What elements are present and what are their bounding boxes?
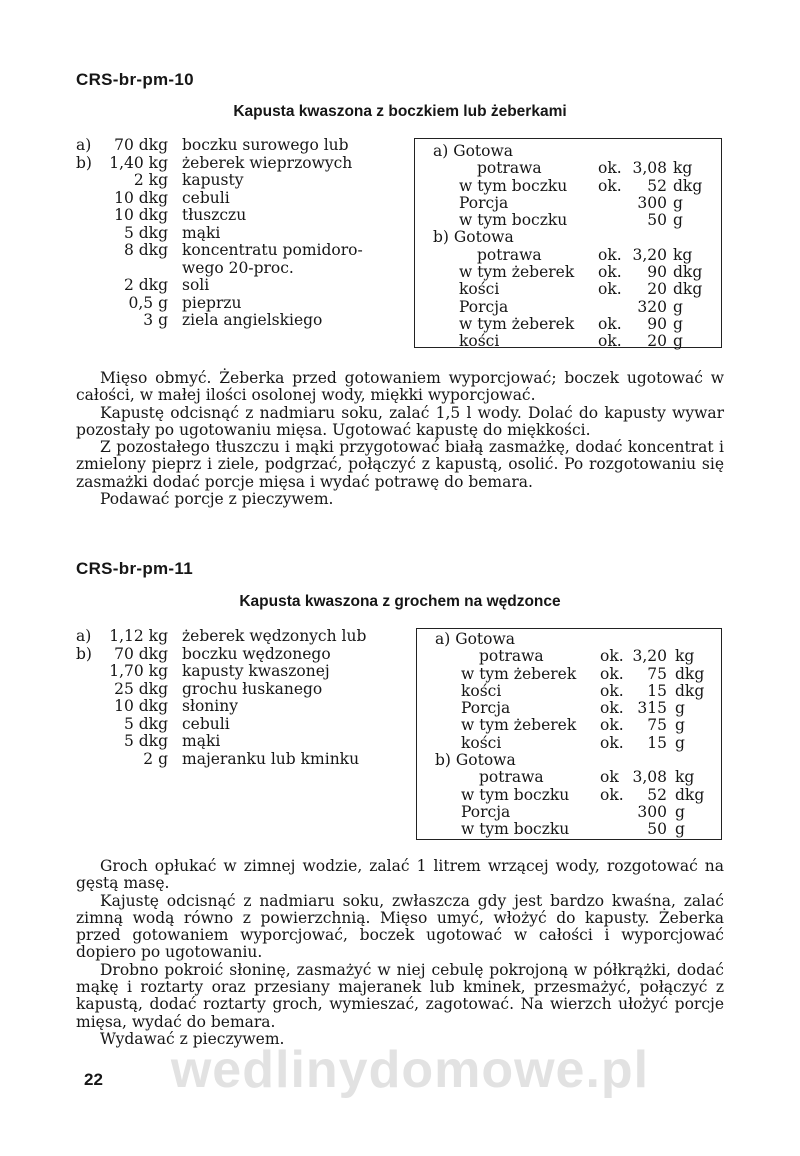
preparation-paragraph: Wydawać z pieczywem. xyxy=(100,1029,285,1048)
ingredient-quantity: 3 g xyxy=(143,311,168,329)
ingredient-row xyxy=(76,698,396,716)
yield-row xyxy=(417,700,721,717)
ingredient-list xyxy=(76,628,396,768)
yield-label: w tym żeberek xyxy=(461,716,577,735)
ingredient-list xyxy=(76,137,396,330)
yield-unit: g xyxy=(675,699,685,718)
yield-unit: g xyxy=(675,820,685,839)
yield-row xyxy=(415,299,721,316)
ingredient-quantity: 5 dkg xyxy=(123,223,168,242)
yield-label: potrawa xyxy=(479,768,544,787)
ingredient-quantity: 0,5 g xyxy=(128,293,168,312)
yield-value: 3,20 xyxy=(632,245,667,264)
yield-value: 52 xyxy=(647,785,667,804)
yield-approx: ok. xyxy=(600,785,624,804)
yield-row xyxy=(417,804,721,821)
preparation-paragraph: Z pozostałego tłuszczu i mąki przygotować białą zasmażkę, dodać koncentrat i zmielony pieprz i ziele, podgrzać, połączyć z kapustą, osolić. Po rozgotowaniu się zasmażki dodać porcje mięsa i wydać potrawę do bemara. xyxy=(76,438,724,491)
yield-approx: ok. xyxy=(600,664,624,683)
yield-row xyxy=(415,247,721,264)
yield-unit: dkg xyxy=(673,176,703,195)
yield-approx: ok. xyxy=(600,647,624,666)
yield-unit: dkg xyxy=(675,664,705,683)
yield-row xyxy=(417,683,721,700)
yield-label: w tym boczku xyxy=(461,785,570,804)
recipe-code: CRS-br-pm-10 xyxy=(76,70,194,89)
yield-label: w tym żeberek xyxy=(459,314,575,333)
yield-row xyxy=(415,160,721,177)
ingredient-row xyxy=(76,628,396,646)
yield-label: potrawa xyxy=(477,245,542,264)
ingredient-quantity: 5 dkg xyxy=(123,714,168,733)
yield-label: Porcja xyxy=(459,193,509,212)
yield-row xyxy=(417,787,721,804)
yield-value: 320 xyxy=(637,297,667,316)
ingredient-name: soli xyxy=(182,276,210,294)
yield-value: 90 xyxy=(647,314,667,333)
yield-row xyxy=(417,717,721,734)
preparation-text xyxy=(76,370,724,508)
yield-label: w tym boczku xyxy=(459,211,568,230)
yield-value: 75 xyxy=(647,664,667,683)
yield-unit: g xyxy=(673,211,683,230)
yield-label: w tym żeberek xyxy=(461,664,577,683)
yield-value: 50 xyxy=(647,211,667,230)
ingredient-row xyxy=(76,225,396,243)
yield-value: 50 xyxy=(647,820,667,839)
ingredient-row xyxy=(76,716,396,734)
recipe-title: Kapusta kwaszona z boczkiem lub żeberkami xyxy=(233,103,567,120)
yield-row xyxy=(415,333,721,350)
yield-unit: dkg xyxy=(673,280,703,299)
yield-row xyxy=(417,752,721,769)
yield-label: w tym boczku xyxy=(459,176,568,195)
ingredient-name: koncentratu pomidoro- xyxy=(182,241,363,259)
yield-value: 300 xyxy=(637,802,667,821)
preparation-paragraph: Groch opłukać w zimnej wodzie, zalać 1 litrem wrzącej wody, rozgotować na gęstą masę. xyxy=(76,857,724,893)
yield-row xyxy=(417,821,721,838)
yield-unit: kg xyxy=(675,647,695,666)
preparation-paragraph: Kajustę odcisnąć z nadmiaru soku, zwłaszcza gdy jest bardzo kwaśna, zalać zimną wodą równo z powierzchnią. Mięso umyć, włożyć do kapusty. Żeberka przed gotowaniem wyporcjować, boczek ugotować w całości i wyporcjować dopiero po ugotowaniu. xyxy=(76,891,724,962)
yield-approx: ok. xyxy=(600,733,624,752)
yield-approx: ok. xyxy=(598,332,622,351)
yield-approx: ok. xyxy=(598,314,622,333)
ingredient-quantity: 1,40 kg xyxy=(109,153,168,172)
yield-label: Porcja xyxy=(459,297,509,316)
ingredient-name: żeberek wędzonych lub xyxy=(182,627,367,645)
yield-approx: ok. xyxy=(598,245,622,264)
yield-row xyxy=(415,143,721,160)
ingredient-name: grochu łuskanego xyxy=(182,679,323,698)
yield-label: a) Gotowa xyxy=(433,142,513,160)
yield-value: 15 xyxy=(647,733,667,752)
ingredient-row xyxy=(76,172,396,190)
yield-label: Porcja xyxy=(461,802,511,821)
yield-unit: g xyxy=(673,297,683,316)
ingredient-quantity: 10 dkg xyxy=(114,188,168,207)
ingredient-name: mąki xyxy=(182,223,221,242)
yield-approx: ok. xyxy=(598,263,622,282)
preparation-paragraph: Podawać porcje z pieczywem. xyxy=(100,490,334,509)
yield-box xyxy=(414,138,722,351)
preparation-paragraph: Kapustę odcisnąć z nadmiaru soku, zalać 1,5 l wody. Dolać do kapusty wywar pozostały po ugotowaniu mięsa. Ugotować kapustę do miękkości. xyxy=(76,403,724,439)
yield-unit: g xyxy=(673,314,683,333)
yield-label: w tym boczku xyxy=(461,820,570,839)
yield-unit: dkg xyxy=(673,263,703,282)
ingredient-row xyxy=(76,681,396,699)
ingredient-row xyxy=(76,751,396,769)
ingredient-quantity: 70 dkg xyxy=(114,644,168,663)
yield-label: potrawa xyxy=(479,647,544,666)
ingredient-quantity: 1,12 kg xyxy=(109,627,168,645)
ingredient-variant: b) xyxy=(76,153,92,172)
yield-label: kości xyxy=(461,681,502,700)
page-number: 22 xyxy=(84,1070,103,1089)
yield-value: 52 xyxy=(647,176,667,195)
ingredient-name: boczku surowego lub xyxy=(182,136,349,154)
yield-unit: g xyxy=(675,802,685,821)
ingredient-row xyxy=(76,295,396,313)
yield-row xyxy=(417,648,721,665)
yield-value: 15 xyxy=(647,681,667,700)
ingredient-name: mąki xyxy=(182,732,221,750)
preparation-paragraph: Mięso obmyć. Żeberka przed gotowaniem wyporcjować; boczek ugotować w całości, w małej ilości osolonej wody, miękki wyporcjować. xyxy=(76,369,724,405)
yield-box xyxy=(416,628,722,840)
yield-unit: dkg xyxy=(675,681,705,700)
yield-unit: g xyxy=(673,332,683,351)
ingredient-row xyxy=(76,733,396,751)
yield-approx: ok. xyxy=(600,681,624,700)
yield-value: 90 xyxy=(647,263,667,282)
ingredient-name: słoniny xyxy=(182,697,238,715)
ingredient-variant: b) xyxy=(76,644,92,663)
ingredient-name: wego 20-proc. xyxy=(182,258,294,277)
ingredient-row xyxy=(76,646,396,664)
ingredient-row xyxy=(76,137,396,155)
yield-approx: ok. xyxy=(598,159,622,178)
ingredient-name: kapusty kwaszonej xyxy=(182,662,330,680)
recipe-title: Kapusta kwaszona z grochem na wędzonce xyxy=(239,593,561,610)
yield-approx: ok. xyxy=(598,176,622,195)
yield-approx: ok. xyxy=(600,699,624,718)
yield-label: b) Gotowa xyxy=(433,228,514,247)
ingredient-quantity: 5 dkg xyxy=(123,732,168,750)
ingredient-quantity: 25 dkg xyxy=(114,679,168,698)
ingredient-name: żeberek wieprzowych xyxy=(182,153,353,172)
yield-label: a) Gotowa xyxy=(435,630,515,648)
yield-approx: ok. xyxy=(600,716,624,735)
yield-value: 20 xyxy=(647,332,667,351)
ingredient-variant: a) xyxy=(76,136,92,154)
yield-unit: kg xyxy=(673,245,693,264)
ingredient-row xyxy=(76,312,396,330)
preparation-paragraph: Drobno pokroić słoninę, zasmażyć w niej cebulę pokrojoną w półkrążki, dodać mąkę i roztarty oraz przesiany majeranek lub kminek, przesmażyć, połączyć z kapustą, dodać roztarty groch, wymieszać, zagotować. Na wierzch ułożyć porcje mięsa, wydać do bemara. xyxy=(76,960,724,1031)
ingredient-row xyxy=(76,155,396,173)
yield-row xyxy=(417,769,721,786)
recipe-code: CRS-br-pm-11 xyxy=(76,559,193,578)
yield-row xyxy=(417,735,721,752)
yield-value: 75 xyxy=(647,716,667,735)
ingredient-quantity: 70 dkg xyxy=(114,136,168,154)
yield-value: 3,20 xyxy=(632,647,667,666)
yield-label: kości xyxy=(459,332,500,351)
yield-value: 315 xyxy=(637,699,667,718)
yield-row xyxy=(415,281,721,298)
yield-row xyxy=(417,666,721,683)
ingredient-row xyxy=(76,260,396,278)
ingredient-quantity: 8 dkg xyxy=(123,241,168,259)
ingredient-name: cebuli xyxy=(182,188,230,207)
yield-value: 3,08 xyxy=(632,159,667,178)
yield-label: kości xyxy=(459,280,500,299)
yield-approx: ok xyxy=(600,768,619,787)
ingredient-quantity: 2 kg xyxy=(133,171,168,189)
yield-value: 3,08 xyxy=(632,768,667,787)
yield-row xyxy=(415,212,721,229)
ingredient-name: kapusty xyxy=(182,171,244,189)
ingredient-variant: a) xyxy=(76,627,92,645)
yield-row xyxy=(415,229,721,246)
ingredient-quantity: 2 dkg xyxy=(123,276,168,294)
ingredient-name: boczku wędzonego xyxy=(182,644,331,663)
ingredient-name: majeranku lub kminku xyxy=(182,749,360,768)
yield-row xyxy=(415,195,721,212)
yield-label: b) Gotowa xyxy=(435,751,516,770)
preparation-text xyxy=(76,858,724,1048)
yield-label: kości xyxy=(461,733,502,752)
ingredient-quantity: 10 dkg xyxy=(114,697,168,715)
watermark: wedlinydomowe.pl xyxy=(170,1041,650,1099)
yield-value: 20 xyxy=(647,280,667,299)
yield-unit: kg xyxy=(673,159,693,178)
ingredient-row xyxy=(76,207,396,225)
ingredient-quantity: 1,70 kg xyxy=(109,662,168,680)
yield-row xyxy=(415,316,721,333)
yield-row xyxy=(415,264,721,281)
ingredient-row xyxy=(76,190,396,208)
yield-unit: g xyxy=(673,193,683,212)
ingredient-row xyxy=(76,663,396,681)
ingredient-row xyxy=(76,277,396,295)
ingredient-name: ziela angielskiego xyxy=(182,311,323,329)
yield-row xyxy=(417,631,721,648)
yield-row xyxy=(415,178,721,195)
yield-value: 300 xyxy=(637,193,667,212)
ingredient-name: pieprzu xyxy=(182,293,242,312)
ingredient-row xyxy=(76,242,396,260)
ingredient-name: cebuli xyxy=(182,714,230,733)
yield-approx: ok. xyxy=(598,280,622,299)
yield-label: Porcja xyxy=(461,699,511,718)
ingredient-name: tłuszczu xyxy=(182,206,247,224)
yield-unit: kg xyxy=(675,768,695,787)
yield-unit: g xyxy=(675,733,685,752)
yield-unit: dkg xyxy=(675,785,705,804)
ingredient-quantity: 2 g xyxy=(143,749,168,768)
yield-label: w tym żeberek xyxy=(459,263,575,282)
yield-label: potrawa xyxy=(477,159,542,178)
yield-unit: g xyxy=(675,716,685,735)
ingredient-quantity: 10 dkg xyxy=(114,206,168,224)
